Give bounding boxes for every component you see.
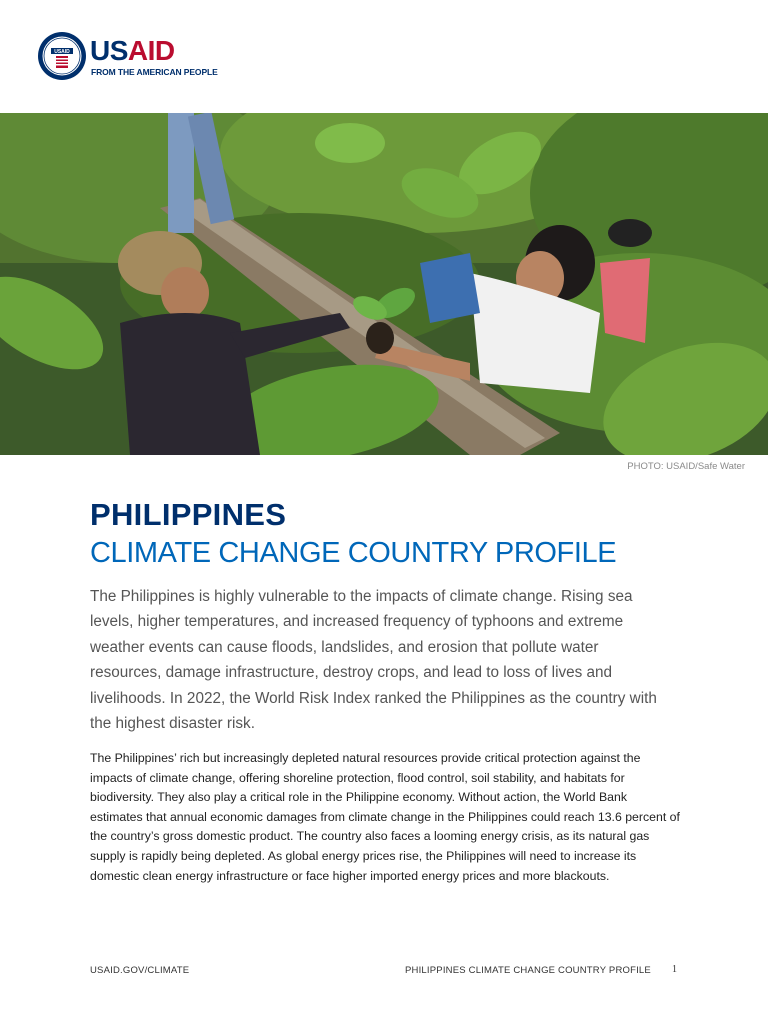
photo-credit: PHOTO: USAID/Safe Water	[627, 461, 745, 472]
svg-text:USAID: USAID	[54, 49, 70, 55]
lead-paragraph: The Philippines is highly vulnerable to the impacts of climate change. Rising sea levels, higher temperatures, and increased frequency of typhoons and extreme weather events can cause floods, landslides, and erosion that pollute water resources, damage infrastructure, destroy crops, and lead to loss of lives and livelihoods. In 2022, the World Risk Index ranked the Philippines as the country with the highest disaster risk.	[90, 588, 657, 733]
profile-subtitle: CLIMATE CHANGE COUNTRY PROFILE	[90, 537, 617, 569]
country-title: PHILIPPINES	[90, 497, 287, 532]
usaid-seal-icon	[37, 31, 87, 81]
logo-tagline: FROM THE AMERICAN PEOPLE	[91, 67, 218, 77]
usaid-wordmark: USAID	[90, 35, 175, 66]
usaid-logo	[37, 31, 237, 83]
footer-url[interactable]: USAID.GOV/CLIMATE	[90, 965, 190, 976]
footer-title: PHILIPPINES CLIMATE CHANGE COUNTRY PROFILE	[405, 965, 651, 976]
body-paragraph: The Philippines’ rich but increasingly depleted natural resources provide critical protection against the impacts of climate change, offering shoreline protection, flood control, soil stability, and habitats for biodiversity. They also play a critical role in the Philippine economy. Without action, the World Bank estimates that annual economic damages from climate change in the Philippines could reach 13.6 percent of the country’s gross domestic product. The country also faces a looming energy crisis, as its natural gas supply is rapidly being depleted. As global energy prices rise, the Philippines will need to increase its domestic clean energy infrastructure or face higher imported energy prices and more blackouts.	[90, 751, 680, 883]
page-number: 1	[672, 964, 677, 975]
cover-photo	[0, 113, 768, 455]
